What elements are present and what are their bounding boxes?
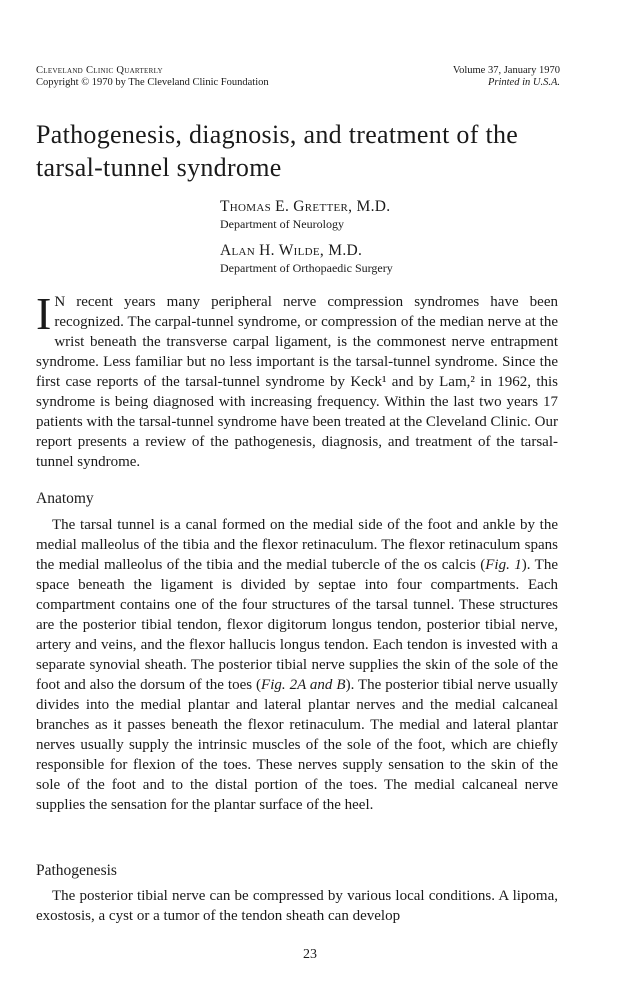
running-header-right: [453, 65, 560, 89]
author-block: [220, 197, 393, 285]
author-name: Thomas E. Gretter, M.D.: [220, 198, 391, 215]
section-heading-anatomy: Anatomy: [36, 490, 94, 507]
pathogenesis-paragraph: The posterior tibial nerve can be compressed by various local conditions. A lipoma, exostosis, a cyst or a tumor of the tendon sheath can develop: [36, 888, 558, 924]
figure-reference: Fig. 2A and B: [261, 677, 346, 693]
running-header-left: [36, 65, 269, 89]
intro-text: N recent years many peripheral nerve compression syndromes have been recognized. The carpal-tunnel syndrome, or compression of the median nerve at the wrist beneath the transverse carpal ligament, is the commonest nerve entrapment syndrome. Less familiar but no less important is the tarsal-tunnel syndrome. Since the first case reports of the tarsal-tunnel syndrome by Keck¹ and by Lam,² in 1962, this syndrome is being diagnosed with increasing frequency. Within the last two years 17 patients with the tarsal-tunnel syndrome have been treated at the Cleveland Clinic. Our report presents a review of the pathogenesis, diagnosis, and treatment of the tarsal-tunnel syndrome.: [36, 294, 558, 470]
journal-name: Cleveland Clinic Quarterly: [36, 65, 163, 76]
intro-paragraph: [36, 288, 558, 472]
printed-in: Printed in U.S.A.: [487, 77, 560, 88]
author-name: Alan H. Wilde, M.D.: [220, 242, 363, 259]
author-department: Department of Orthopaedic Surgery: [220, 261, 393, 275]
figure-reference: Fig. 1: [485, 557, 522, 573]
section-heading-pathogenesis: Pathogenesis: [36, 862, 117, 879]
article-title: Pathogenesis, diagnosis, and treatment of the tarsal-tunnel syndrome: [36, 120, 519, 182]
anatomy-text-2: ). The space beneath the ligament is divided by septae into four compartments. Each compartment contains one of the four structures of the tarsal tunnel. These structures are the posterior tibial tendon, flexor digitorum longus tendon, posterior tibial nerve, artery and veins, and the flexor hallucis longus tendon. Each tendon is invested with a separate synovial sheath. The posterior tibial nerve supplies the skin of the sole of the foot and also the dorsum of the toes (: [36, 557, 558, 693]
page-number: 23: [303, 947, 317, 962]
copyright-line: Copyright © 1970 by The Cleveland Clinic Foundation: [36, 77, 269, 88]
anatomy-text-3: ). The posterior tibial nerve usually divides into the medial plantar and lateral plantar nerves and the medial calcaneal branches as it passes beneath the flexor retinaculum. The medial and lateral plantar nerves usually supply the intrinsic muscles of the sole of the foot, which are chiefly responsible for flexion of the toes. These nerves supply sensation to the skin of the sole of the foot and to the distal portion of the toes. The medial calcaneal nerve supplies the sensation for the plantar surface of the heel.: [36, 677, 558, 813]
anatomy-text-1: The tarsal tunnel is a canal formed on the medial side of the foot and ankle by the medial malleolus of the tibia and the flexor retinaculum. The flexor retinaculum spans the medial malleolus of the tibia and the medial tubercle of the os calcis (: [36, 517, 558, 573]
volume-info: Volume 37, January 1970: [452, 65, 560, 76]
drop-cap: I: [36, 288, 52, 339]
author-department: Department of Neurology: [220, 217, 344, 231]
anatomy-paragraph: [36, 515, 558, 815]
